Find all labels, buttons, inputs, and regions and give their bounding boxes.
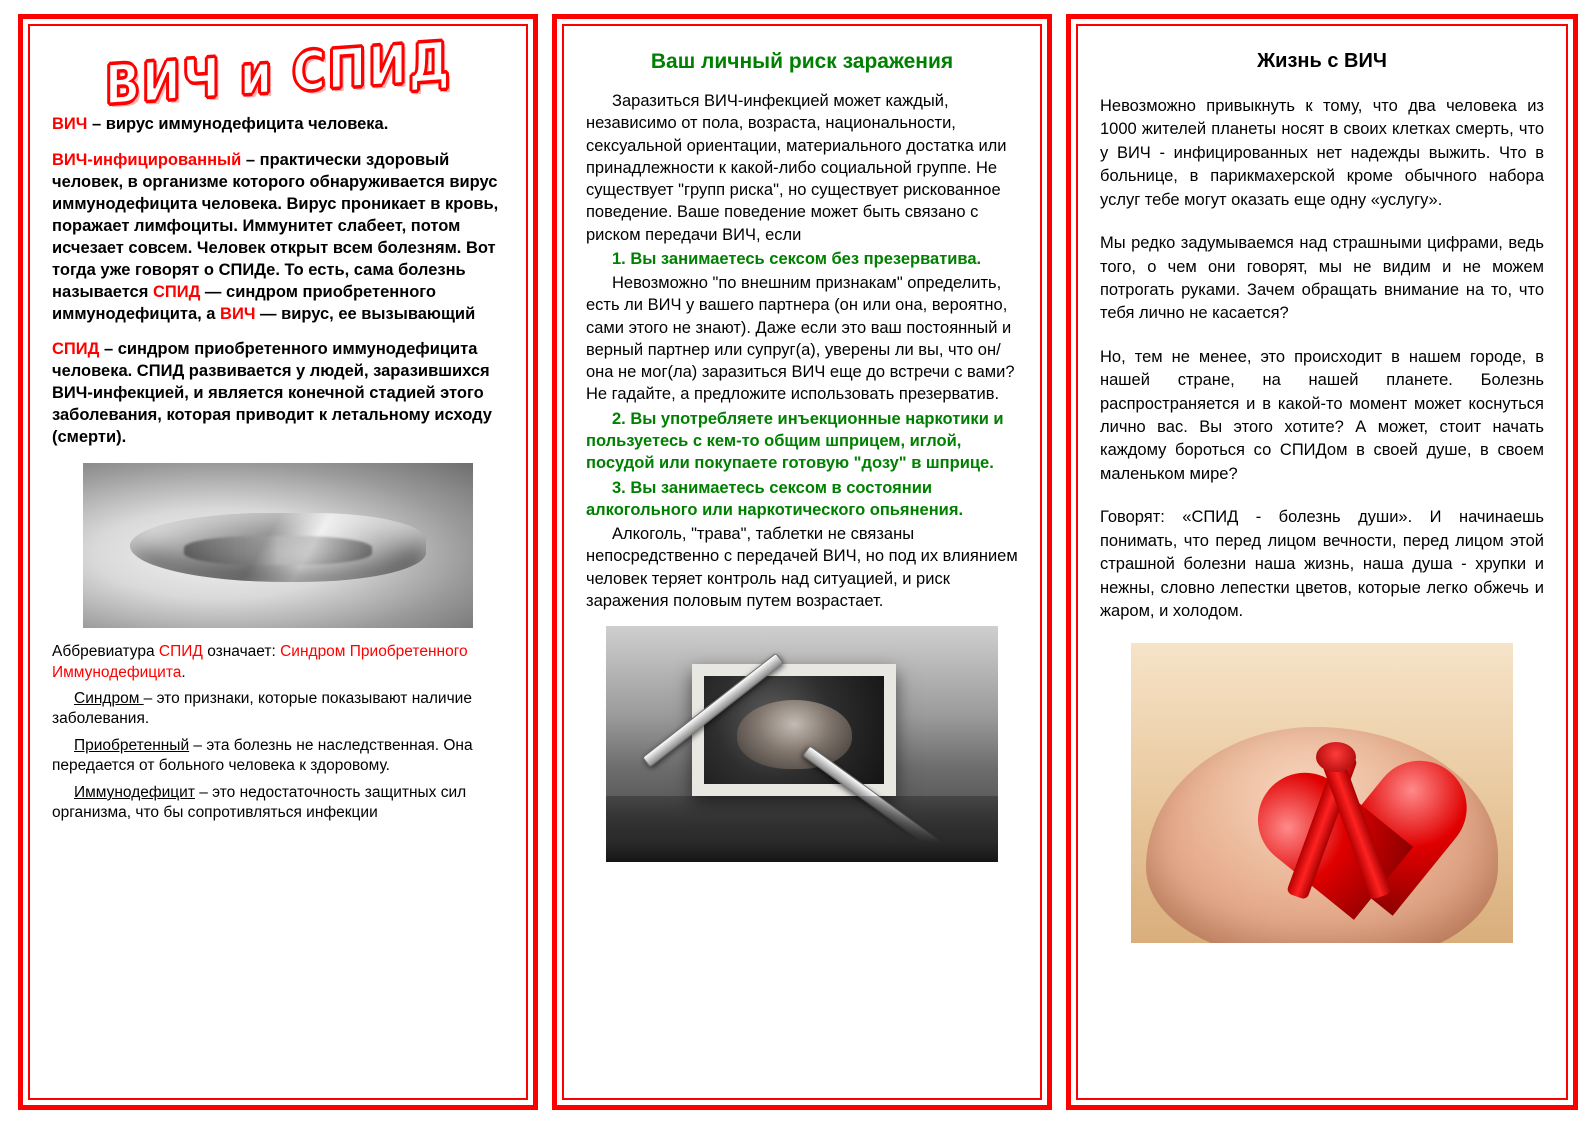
definition-immunodeficiency-term: Иммунодефицит	[74, 783, 195, 801]
life-paragraph-1: Невозможно привыкнуть к тому, что два человека из 1000 жителей планеты носят в своих клетках смерть, что у ВИЧ - инфицированных нет надежды выжить. Что в больнице, в парикмахерской кроме обычного набора услуг тебе могут оказать еще одну «услугу».	[1100, 97, 1544, 209]
syringes-photo	[606, 626, 998, 862]
risk-point-2: 2. Вы употребляете инъекционные наркотики и пользуетесь с кем-то общим шприцем, иглой, посудой или покупаете готовую "дозу" в шприце.	[586, 409, 1004, 473]
syringes-photo-ground	[606, 796, 998, 862]
definition-acquired-term: Приобретенный	[74, 736, 190, 754]
handshake-photo	[83, 463, 473, 628]
panel-2-inner	[562, 24, 1042, 1100]
panel-1-abbreviation-block	[52, 642, 504, 824]
paragraph-hiv	[52, 114, 504, 136]
term-aids-inline: СПИД	[152, 282, 201, 301]
term-hiv-infected-desc-1: – практически здоровый человек, в организме которого обнаруживается вирус иммунодефицита человека. Вирус проникает в кровь, поражает лимфоциты. Иммунитет слабеет, потом исчезает совсем. Человек открыт всем болезням. Вот тогда уже говорят о СПИДе. То есть, сама болезнь называется	[52, 150, 499, 301]
term-hiv-infected-desc-3: — вирус, ее вызывающий	[255, 304, 476, 323]
term-hiv-inline: ВИЧ	[220, 304, 256, 323]
definition-syndrome-term: Синдром	[74, 690, 144, 708]
life-paragraph-4: Говорят: «СПИД - болезнь души». И начинаешь понимать, что перед лицом вечности, перед лицом этой страшной болезни наша жизнь, наша душа - хрупки и нежны, словно лепестки цветов, которые легко обжечь и жаром, и холодом.	[1100, 508, 1544, 621]
risk-point-1-body: Невозможно "по внешним признакам" определить, есть ли ВИЧ у вашего партнера (он или она, вероятно, сами этого не знают). Даже если это ваш постоянный и верный партнер или супруг(а), уверены ли вы, что он/она не мог(ла) заразиться ВИЧ еще до встречи с вами? Не гадайте, а предложите использовать презерватив.	[586, 274, 1015, 404]
panel-3-inner	[1076, 24, 1568, 1100]
panel-hiv-aids-definitions	[18, 14, 538, 1110]
brochure-title-wordart	[52, 29, 504, 117]
risk-point-1: 1. Вы занимаетесь сексом без презерватива.	[612, 249, 982, 268]
panel-personal-risk	[552, 14, 1052, 1110]
abbrev-lead-1: Аббревиатура	[52, 643, 159, 661]
paragraph-hiv-infected	[52, 150, 504, 326]
definition-syndrome	[52, 689, 504, 730]
term-hiv-infected-desc-2: — синдром приобретенного иммунодефицита, а	[52, 282, 437, 323]
abbrev-expansion: Синдром Приобретенного Иммунодефицита	[52, 643, 468, 681]
life-paragraph-3: Но, тем не менее, это происходит в нашем городе, в нашей стране, на нашей планете. Болезнь распространяется и в какой-то момент может коснуться лично вас. Вы этого хотите? А может, стоит начать каждому бороться со СПИДом в своей душе, в своем маленьком мире?	[1100, 347, 1544, 483]
definition-syndrome-text: – это признаки, которые показывают наличие заболевания.	[52, 690, 472, 728]
definition-immunodeficiency-text: – это недостаточность защитных сил организма, что бы сопротивляться инфекции	[52, 783, 467, 822]
risk-intro: Заразиться ВИЧ-инфекцией может каждый, независимо от пола, возраста, национальности, сексуальной ориентации, материального достатка или принадлежности к какой-либо социальной группе. Не существует "групп риска", но существует рискованное поведение. Ваше поведение может быть связано с риском передачи ВИЧ, если	[586, 92, 1007, 244]
term-hiv-infected: ВИЧ-инфицированный	[52, 150, 242, 169]
syringes-photo-frame	[692, 664, 896, 796]
term-hiv: ВИЧ	[52, 115, 88, 133]
life-paragraph-2: Мы редко задумываемся над страшными цифрами, ведь того, о чем они говорят, мы не видим и не можем потрогать руками. Зачем обращать внимание на то, что тебя лично не касается?	[1100, 234, 1544, 323]
risk-point-3-body: Алкоголь, "трава", таблетки не связаны непосредственно с передачей ВИЧ, но под их влиянием человек теряет контроль над ситуацией, и риск заражения половым путем возрастает.	[586, 525, 1018, 610]
definition-acquired	[52, 736, 504, 777]
abbreviation-line	[52, 642, 504, 683]
abbrev-lead-3: .	[181, 663, 186, 681]
panel-2-body	[586, 90, 1018, 612]
term-aids: СПИД	[52, 340, 100, 359]
definition-acquired-text: – эта болезнь не наследственная. Она передается от больного человека к здоровому.	[52, 736, 473, 775]
abbrev-lead-2: означает:	[202, 643, 281, 661]
panel-3-title: Жизнь с ВИЧ	[1257, 50, 1387, 72]
risk-point-3: 3. Вы занимаетесь сексом в состоянии алкогольного или наркотического опьянения.	[586, 478, 964, 519]
term-hiv-desc: – вирус иммунодефицита человека.	[87, 115, 389, 133]
panel-2-title: Ваш личный риск заражения	[650, 50, 954, 73]
panel-life-with-hiv	[1066, 14, 1578, 1110]
abbrev-aids: СПИД	[158, 643, 203, 661]
panel-3-body	[1100, 95, 1544, 623]
paragraph-aids	[52, 339, 504, 449]
heart-ribbon-photo	[1131, 643, 1513, 943]
brochure-title-text: ВИЧ и СПИД	[104, 29, 452, 117]
term-aids-desc: – синдром приобретенного иммунодефицита человека. СПИД развивается у людей, заразившихся ВИЧ-инфекцией, и является конечной стадией этого заболевания, которая приводит к летальному исходу (смерти).	[52, 340, 492, 447]
panel-1-body	[52, 114, 504, 449]
definition-immunodeficiency	[52, 783, 504, 824]
panel-1-inner	[28, 24, 528, 1100]
